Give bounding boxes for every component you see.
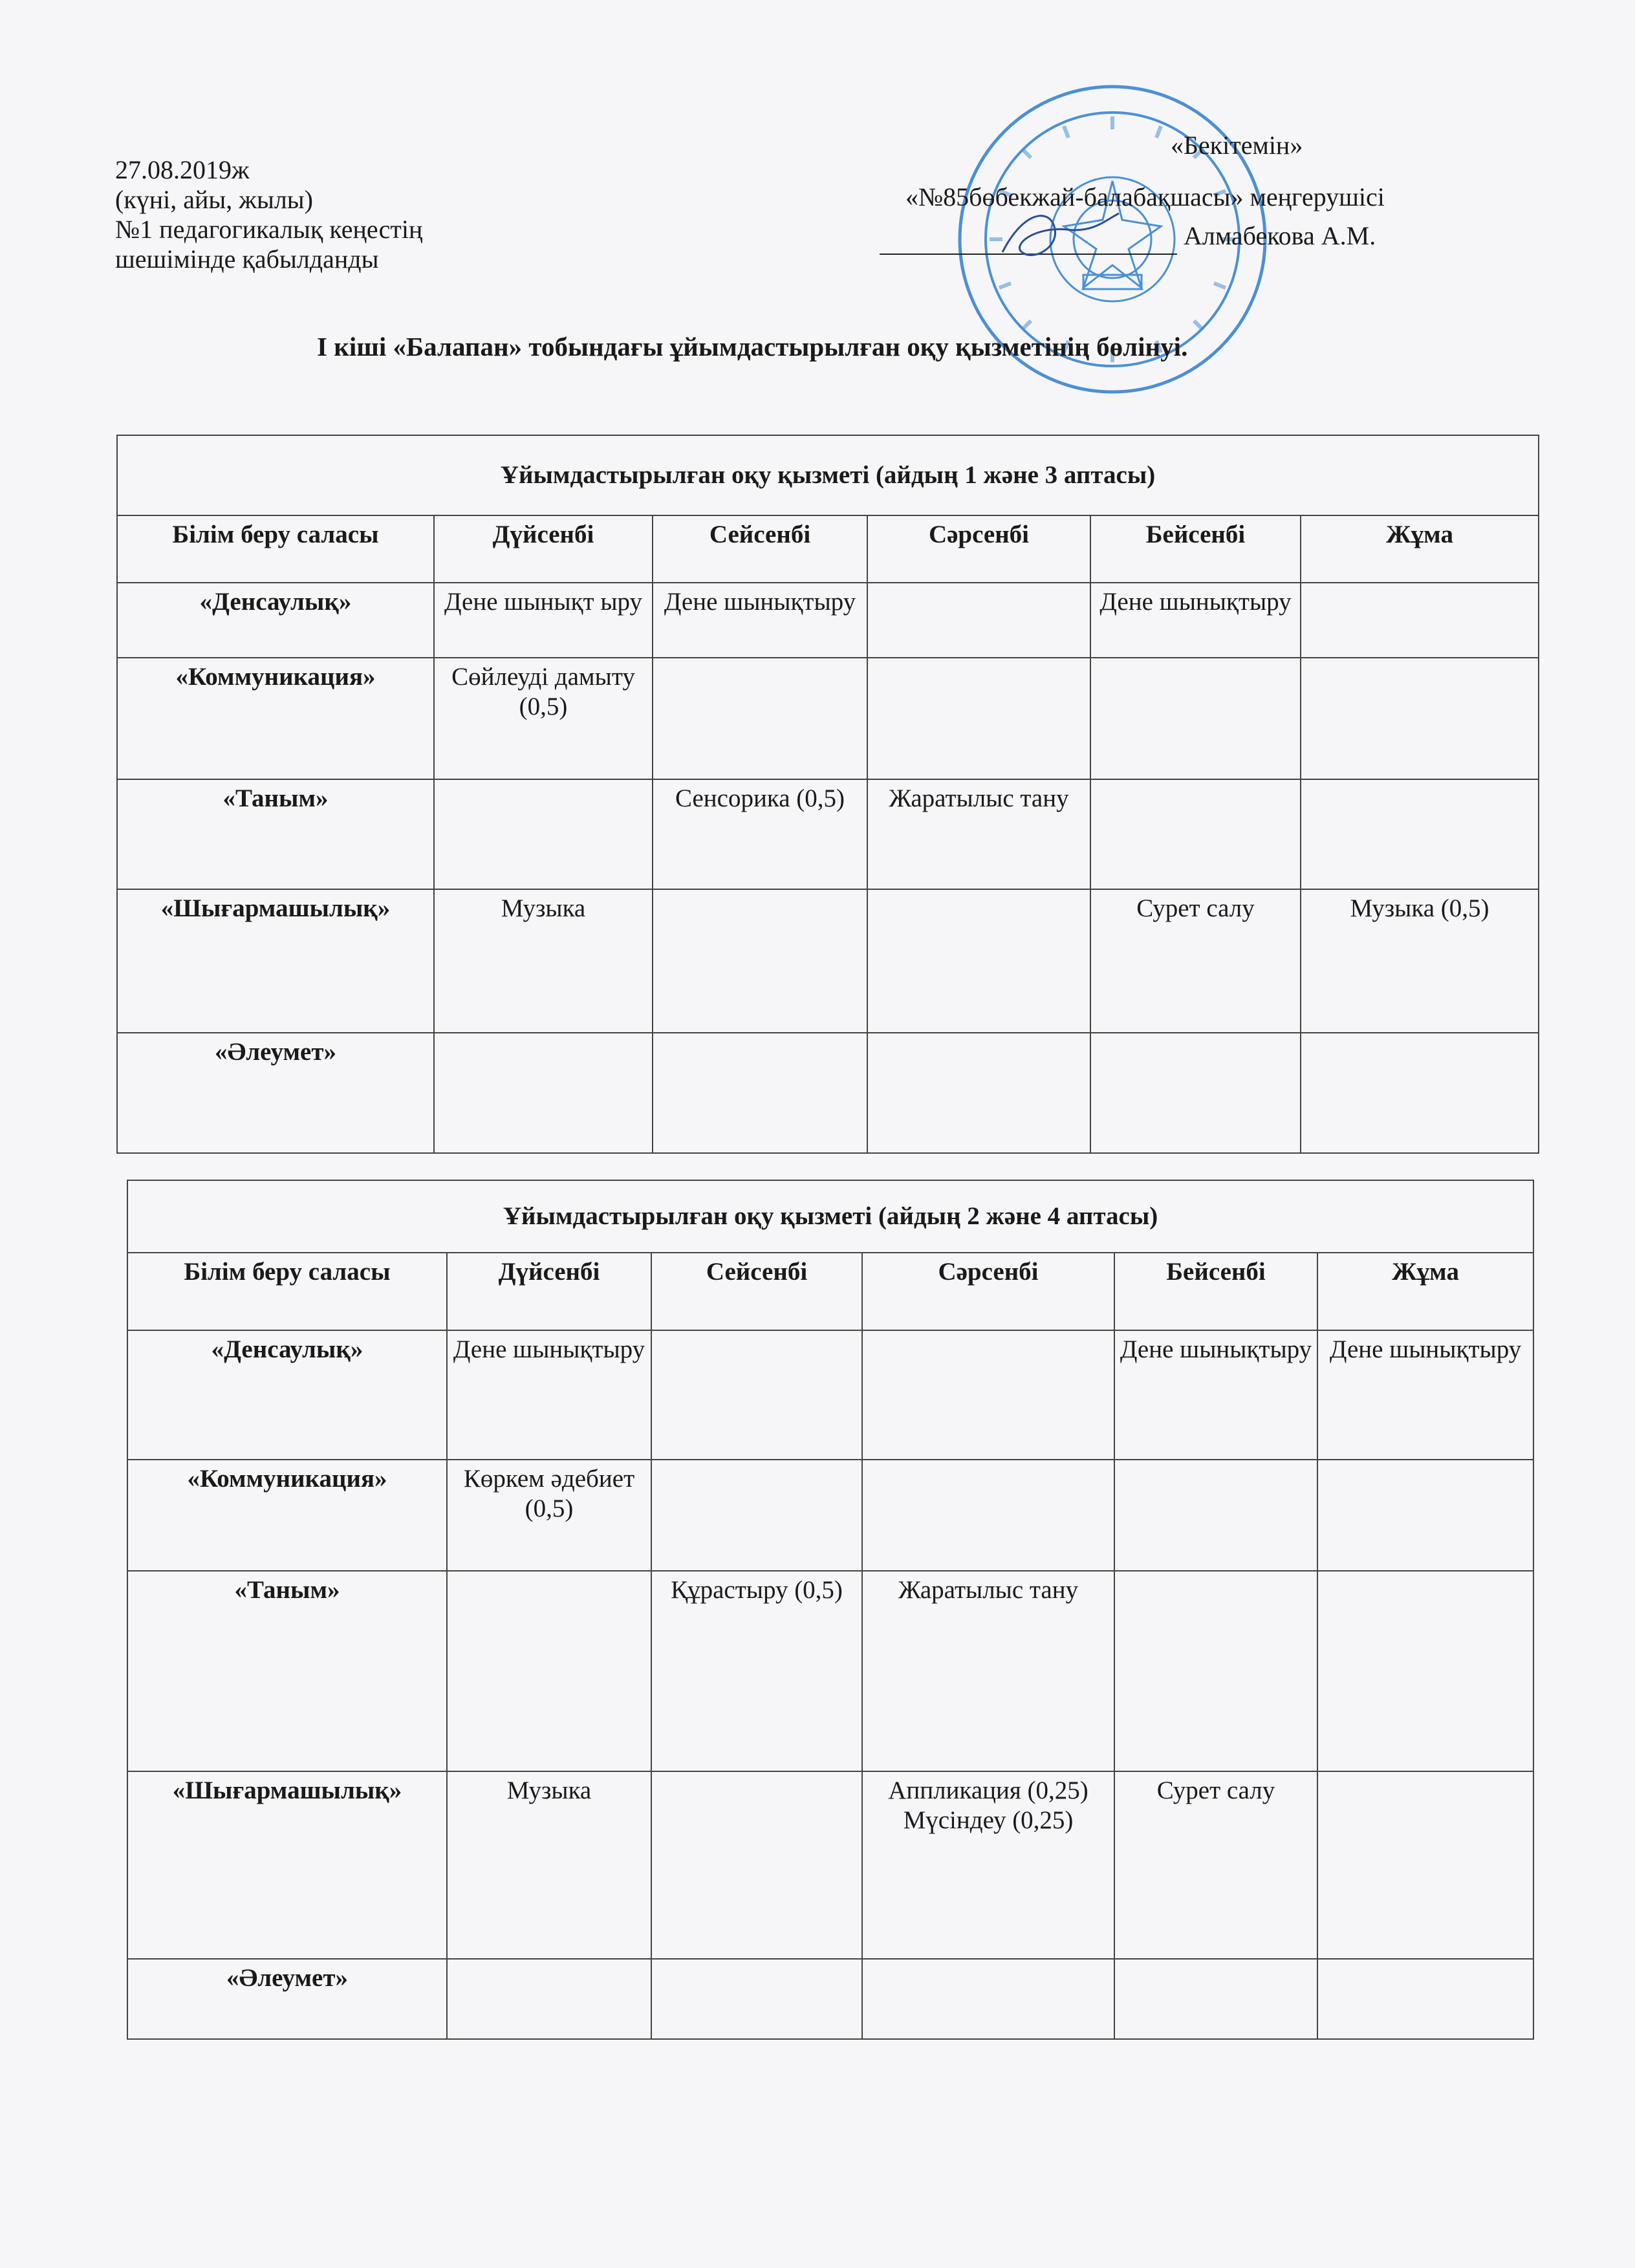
column-header-tuesday: Сейсенбі <box>653 515 867 583</box>
schedule-cell: Құрастыру (0,5) <box>651 1571 862 1771</box>
schedule-cell <box>862 1959 1114 2039</box>
schedule-cell <box>1317 1571 1533 1771</box>
schedule-cell: Сөйлеуді дамыту (0,5) <box>434 658 653 779</box>
schedule-cell <box>1301 658 1539 779</box>
table-row <box>127 1460 1533 1571</box>
table-row <box>127 1330 1533 1460</box>
schedule-cell <box>1090 779 1301 889</box>
date-hint: (күні, айы, жылы) <box>115 185 313 214</box>
table-row <box>127 1571 1533 1771</box>
table-row <box>127 1771 1533 1959</box>
area-cell: «Таным» <box>117 779 434 889</box>
area-cell: «Денсаулық» <box>127 1330 447 1460</box>
table-row <box>127 1959 1533 2039</box>
schedule-cell <box>651 1959 862 2039</box>
schedule-cell <box>867 658 1090 779</box>
column-header-friday: Жұма <box>1317 1253 1533 1330</box>
decision-date: 27.08.2019ж <box>115 155 250 184</box>
table-row <box>117 583 1539 658</box>
area-cell: «Шығармашылық» <box>127 1771 447 1959</box>
area-cell: «Коммуникация» <box>117 658 434 779</box>
schedule-cell <box>862 1460 1114 1571</box>
table-row <box>117 1033 1539 1153</box>
column-header-thursday: Бейсенбі <box>1090 515 1301 583</box>
schedule-cell <box>447 1959 651 2039</box>
schedule-cell <box>447 1571 651 1771</box>
column-header-area: Білім беру саласы <box>127 1253 447 1330</box>
schedule-cell: Дене шынықт ыру <box>434 583 653 658</box>
schedule-cell <box>1317 1771 1533 1959</box>
schedule-cell: Сенсорика (0,5) <box>653 779 867 889</box>
schedule-cell <box>653 1033 867 1153</box>
schedule-cell: Жаратылыс тану <box>862 1571 1114 1771</box>
schedule-cell <box>862 1330 1114 1460</box>
schedule-cell <box>1301 779 1539 889</box>
schedule-cell <box>867 1033 1090 1153</box>
schedule-cell <box>867 583 1090 658</box>
schedule-cell: Сурет салу <box>1090 889 1301 1033</box>
council-line-2: шешімінде қабылданды <box>115 244 379 274</box>
schedule-cell <box>1090 1033 1301 1153</box>
manager-title: «№85бөбекжай-балабақшасы» меңгерушісі <box>905 182 1385 211</box>
area-cell: «Шығармашылық» <box>117 889 434 1033</box>
schedule-cell <box>1114 1959 1317 2039</box>
schedule-cell <box>867 889 1090 1033</box>
schedule-cell <box>1301 1033 1539 1153</box>
table-caption: Ұйымдастырылған оқу қызметі (айдың 2 және 4 аптасы) <box>127 1180 1533 1253</box>
column-header-area: Білім беру саласы <box>117 515 434 583</box>
area-cell: «Әлеумет» <box>127 1959 447 2039</box>
column-header-tuesday: Сейсенбі <box>651 1253 862 1330</box>
column-header-wednesday: Сәрсенбі <box>862 1253 1114 1330</box>
handwritten-signature <box>996 200 1125 272</box>
column-header-monday: Дүйсенбі <box>434 515 653 583</box>
area-cell: «Денсаулық» <box>117 583 434 658</box>
table-row <box>117 889 1539 1033</box>
column-header-friday: Жұма <box>1301 515 1539 583</box>
area-cell: «Коммуникация» <box>127 1460 447 1571</box>
schedule-cell <box>1114 1571 1317 1771</box>
schedule-table-weeks-1-3 <box>116 435 1539 1154</box>
manager-name: Алмабекова А.М. <box>1184 221 1376 250</box>
schedule-cell: Музыка <box>434 889 653 1033</box>
schedule-cell: Музыка (0,5) <box>1301 889 1539 1033</box>
area-cell: «Таным» <box>127 1571 447 1771</box>
area-cell: «Әлеумет» <box>117 1033 434 1153</box>
schedule-cell <box>1090 658 1301 779</box>
schedule-cell: Жаратылыс тану <box>867 779 1090 889</box>
council-decision-block <box>115 155 422 274</box>
schedule-cell <box>653 889 867 1033</box>
schedule-cell: Дене шынықтыру <box>1317 1330 1533 1460</box>
schedule-cell <box>434 779 653 889</box>
schedule-cell <box>434 1033 653 1153</box>
council-line-1: №1 педагогикалық кеңестің <box>115 215 423 244</box>
table-caption: Ұйымдастырылған оқу қызметі (айдың 1 және 3 аптасы) <box>117 435 1539 515</box>
column-header-monday: Дүйсенбі <box>447 1253 651 1330</box>
approval-label: «Бекітемін» <box>1171 131 1303 160</box>
schedule-cell <box>651 1771 862 1959</box>
schedule-table-weeks-2-4 <box>127 1180 1534 2040</box>
schedule-cell <box>1114 1460 1317 1571</box>
schedule-cell <box>651 1460 862 1571</box>
table-row <box>117 779 1539 889</box>
schedule-cell <box>1317 1959 1533 2039</box>
column-header-wednesday: Сәрсенбі <box>867 515 1090 583</box>
page-title: І кіші «Балапан» тобындағы ұйымдастырылған оқу қызметінің бөлінуі. <box>317 332 1188 362</box>
schedule-cell: Сурет салу <box>1114 1771 1317 1959</box>
schedule-cell: Дене шынықтыру <box>1114 1330 1317 1460</box>
schedule-cell <box>651 1330 862 1460</box>
table-row <box>117 658 1539 779</box>
schedule-cell: Дене шынықтыру <box>1090 583 1301 658</box>
schedule-cell: Көркем әдебиет (0,5) <box>447 1460 651 1571</box>
schedule-cell: Музыка <box>447 1771 651 1959</box>
schedule-cell <box>1317 1460 1533 1571</box>
schedule-cell: Дене шынықтыру <box>653 583 867 658</box>
column-header-thursday: Бейсенбі <box>1114 1253 1317 1330</box>
schedule-cell: Аппликация (0,25) Мүсіндеу (0,25) <box>862 1771 1114 1959</box>
schedule-cell <box>1301 583 1539 658</box>
schedule-cell <box>653 658 867 779</box>
schedule-cell: Дене шынықтыру <box>447 1330 651 1460</box>
